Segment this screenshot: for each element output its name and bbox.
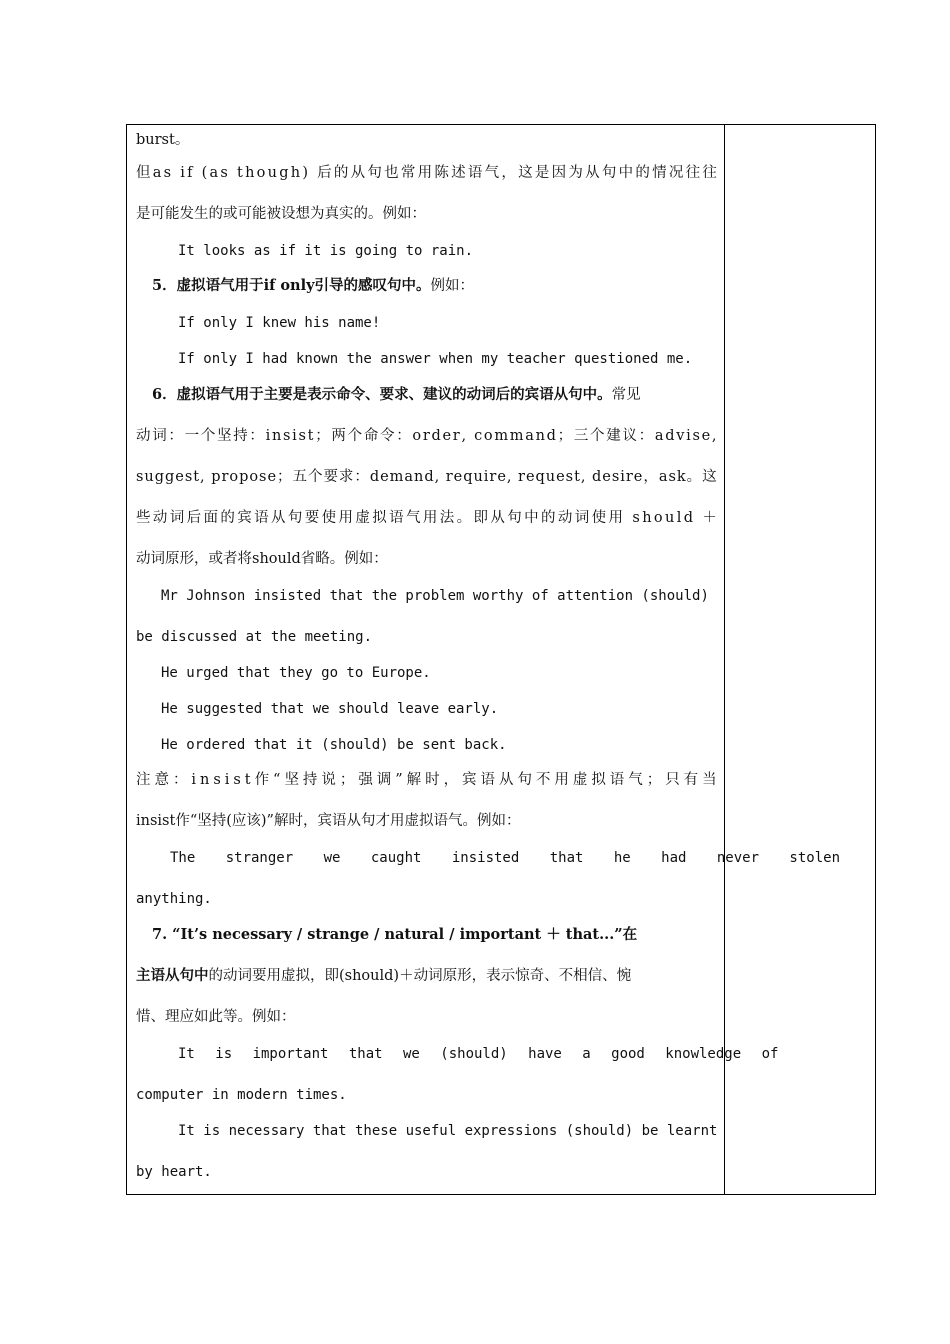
example-sentence: It is important that we (should) have a good knowledge of — [178, 1046, 779, 1062]
example-sentence: Mr Johnson insisted that the problem worthy of attention (should) — [161, 588, 709, 604]
section-heading-7: 7. “It’s necessary / strange / natural / important ＋ that...”在 — [152, 926, 638, 943]
text-line — [136, 966, 717, 986]
line-suffix: 的动词要用虚拟，即(should)＋动词原形，表示惊奇、不相信、惋 — [208, 968, 632, 984]
text-line: insist作“坚持(应该)”解时，宾语从句才用虚拟语气。例如： — [136, 813, 521, 829]
example-sentence: It looks as if it is going to rain. — [178, 243, 474, 259]
text-line: 是可能发生的或可能被设想为真实的。例如： — [136, 206, 426, 222]
example-sentence: He urged that they go to Europe. — [161, 665, 431, 681]
text-line: 注 意 ： i n s i s t 作 “ 坚 持 说 ； 强 调 ” 解 时 ， 宾 语 从 句 不 用 虚 拟 语 气 ； 只 有 当 — [136, 772, 717, 788]
heading-text: 6．虚拟语气用于主要是表示命令、要求、建议的动词后的宾语从句中。 — [152, 386, 612, 403]
text-line: 些 动 词 后 面 的 宾 语 从 句 要 使 用 虚 拟 语 气 用 法 。 即 从 句 中 的 动 词 使 用 s h o u l d ＋ — [136, 510, 717, 526]
example-sentence: He ordered that it (should) be sent back. — [161, 737, 507, 753]
text-line: 动词原形，或者将should省略。例如： — [136, 551, 388, 567]
example-sentence: anything. — [136, 891, 212, 907]
example-sentence: be discussed at the meeting. — [136, 629, 373, 645]
example-sentence: If only I knew his name! — [178, 315, 381, 331]
section-heading-5 — [152, 276, 733, 296]
heading-text: 5．虚拟语气用于if only引导的感叹句中。 — [152, 277, 431, 294]
example-sentence: If only I had known the answer when my teacher questioned me. — [178, 351, 693, 367]
text-line: 惜、理应如此等。例如： — [136, 1009, 296, 1025]
heading-suffix: 例如： — [430, 278, 475, 294]
heading-suffix: 常见 — [611, 387, 641, 403]
bold-text: 主语从句中 — [136, 967, 209, 984]
content-table — [126, 124, 876, 1195]
text-line: 动 词 ： 一 个 坚 持 ： i n s i s t ； 两 个 命 令 ： o r d e r , c o m m a n d ； 三 个 建 议 ： a d v i s e , — [136, 428, 717, 444]
text-line: s u g g e s t , p r o p o s e ； 五 个 要 求 ： d e m a n d , r e q u i r e , r e q u e s t , d e s i r e ， a s k 。 这 — [136, 469, 717, 485]
example-sentence: by heart. — [136, 1164, 212, 1180]
section-heading-6 — [152, 385, 717, 405]
text-line: 但 a s i f ( a s t h o u g h ) 后 的 从 句 也 常 用 陈 述 语 气 ， 这 是 因 为 从 句 中 的 情 况 往 往 — [136, 165, 717, 181]
text-line: burst。 — [136, 132, 190, 148]
example-sentence: He suggested that we should leave early. — [161, 701, 499, 717]
example-sentence: The stranger we caught insisted that he had never stolen — [170, 850, 841, 866]
example-sentence: computer in modern times. — [136, 1087, 347, 1103]
example-sentence: It is necessary that these useful expressions (should) be learnt — [178, 1123, 718, 1139]
